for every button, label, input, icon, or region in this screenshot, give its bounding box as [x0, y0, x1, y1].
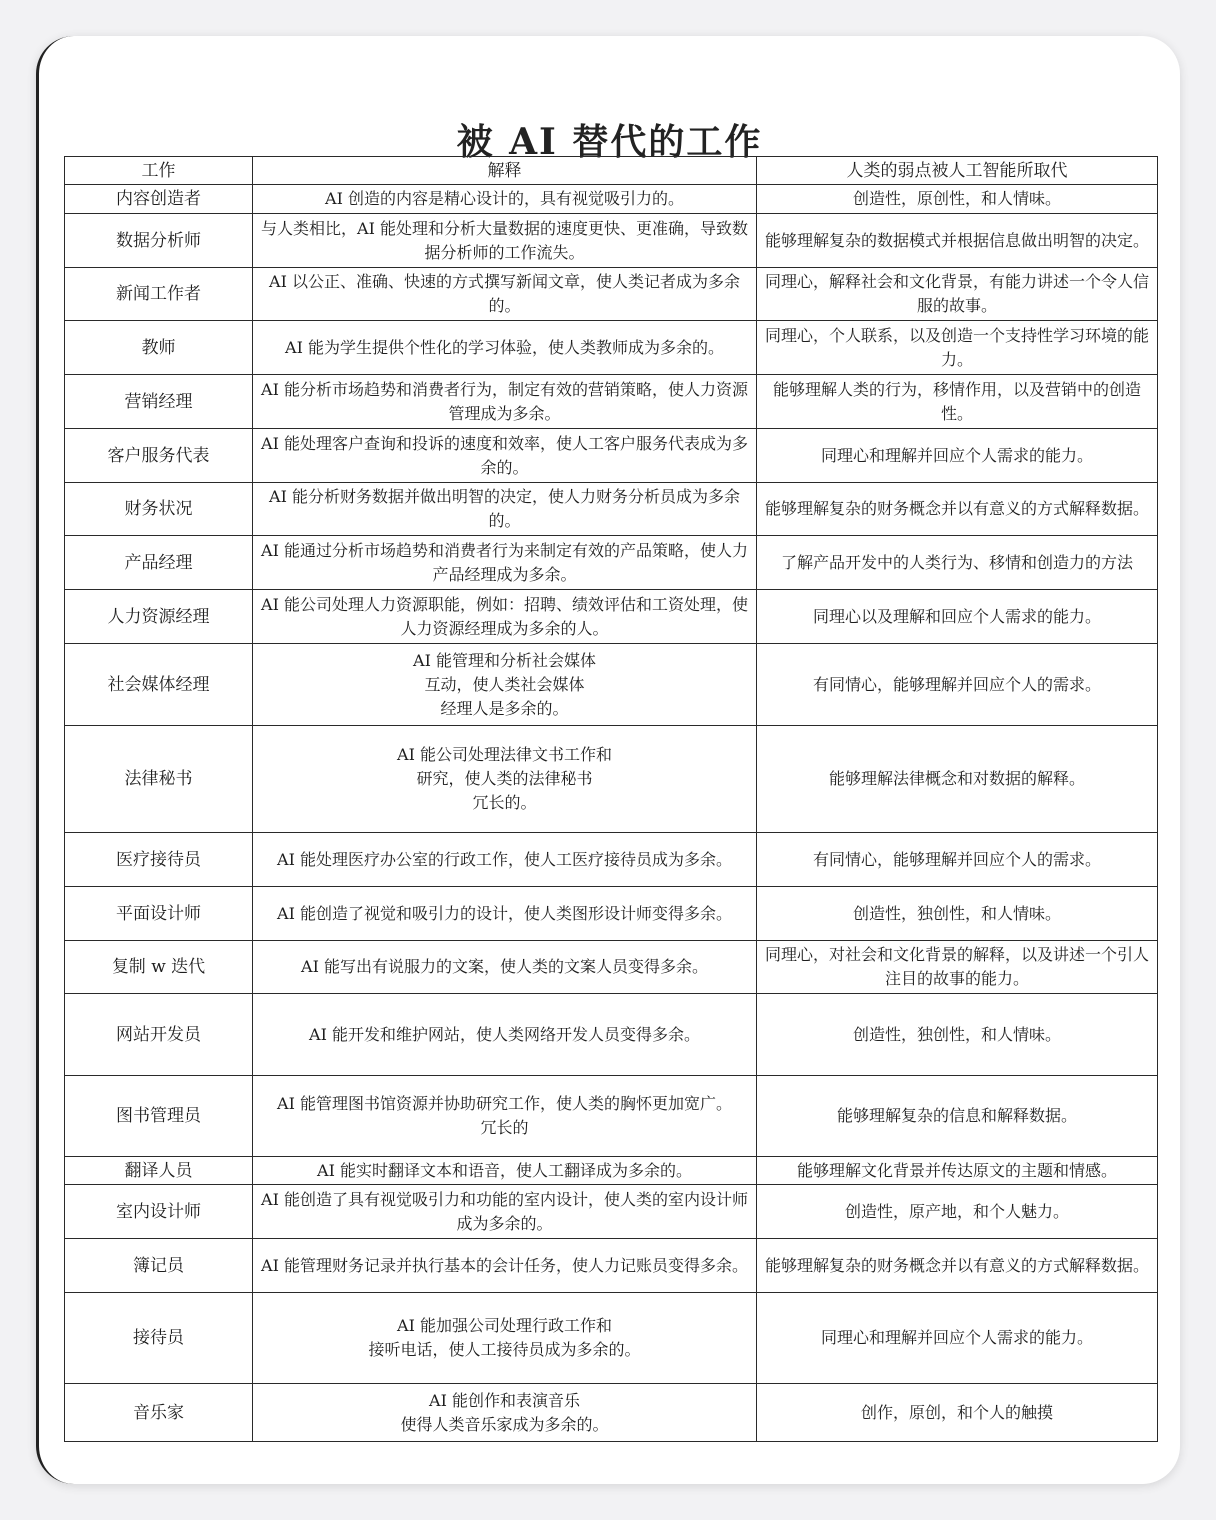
- job-cell: 接待员: [65, 1293, 253, 1384]
- weakness-cell: 创造性，原产地，和个人魅力。: [757, 1185, 1158, 1239]
- job-cell: 新闻工作者: [65, 268, 253, 321]
- explanation-line: 冗长的。: [472, 793, 537, 812]
- table-row: [65, 1076, 1158, 1157]
- weakness-cell: 能够理解复杂的信息和解释数据。: [757, 1076, 1158, 1157]
- weakness-cell: 能够理解人类的行为，移情作用，以及营销中的创造性。: [757, 375, 1158, 429]
- explanation-line: 互动，使人类社会媒体: [424, 674, 585, 694]
- explanation-cell: AI 能管理财务记录并执行基本的会计任务，使人力记账员变得多余。: [253, 1239, 757, 1293]
- table-row: [65, 590, 1158, 644]
- table-row: [65, 1239, 1158, 1293]
- explanation-cell: [253, 726, 757, 833]
- job-cell: 法律秘书: [65, 726, 253, 833]
- explanation-cell: AI 能分析财务数据并做出明智的决定，使人力财务分析员成为多余的。: [253, 483, 757, 536]
- job-cell: 翻译人员: [65, 1157, 253, 1185]
- explanation-cell: AI 能处理医疗办公室的行政工作，使人工医疗接待员成为多余。: [253, 833, 757, 887]
- explanation-line: AI 能公司处理法律文书工作和: [397, 745, 612, 764]
- explanation-cell: AI 能分析市场趋势和消费者行为，制定有效的营销策略，使人力资源管理成为多余。: [253, 375, 757, 429]
- explanation-cell: [253, 644, 757, 726]
- explanation-cell: AI 能开发和维护网站，使人类网络开发人员变得多余。: [253, 994, 757, 1076]
- job-cell: 数据分析师: [65, 214, 253, 268]
- page-title: 被 AI 替代的工作: [456, 121, 763, 163]
- explanation-cell: AI 能实时翻译文本和语音，使人工翻译成为多余的。: [253, 1157, 757, 1185]
- table-row: [65, 483, 1158, 536]
- table-row: [65, 214, 1158, 268]
- explanation-cell: AI 能创造了具有视觉吸引力和功能的室内设计，使人类的室内设计师成为多余的。: [253, 1185, 757, 1239]
- weakness-cell: 了解产品开发中的人类行为、移情和创造力的方法: [757, 536, 1158, 590]
- job-cell: 内容创造者: [65, 185, 253, 214]
- table-header-row: [65, 157, 1158, 185]
- job-cell: 室内设计师: [65, 1185, 253, 1239]
- explanation-cell: AI 能公司处理人力资源职能，例如：招聘、绩效评估和工资处理，使人力资源经理成为多余的人。: [253, 590, 757, 644]
- explanation-cell: [253, 1384, 757, 1442]
- job-cell: 医疗接待员: [65, 833, 253, 887]
- header-weakness: 人类的弱点被人工智能所取代: [757, 157, 1158, 185]
- weakness-cell: 同理心和理解并回应个人需求的能力。: [757, 1293, 1158, 1384]
- explanation-cell: [253, 1076, 757, 1157]
- table-row: [65, 726, 1158, 833]
- job-cell: 网站开发员: [65, 994, 253, 1076]
- explanation-cell: AI 能通过分析市场趋势和消费者行为来制定有效的产品策略，使人力产品经理成为多余。: [253, 536, 757, 590]
- weakness-cell: 有同情心，能够理解并回应个人的需求。: [757, 833, 1158, 887]
- weakness-cell: 同理心，个人联系，以及创造一个支持性学习环境的能力。: [757, 321, 1158, 375]
- weakness-cell: 创造性，独创性，和人情味。: [757, 887, 1158, 941]
- weakness-cell: 同理心和理解并回应个人需求的能力。: [757, 429, 1158, 483]
- weakness-cell: 同理心以及理解和回应个人需求的能力。: [757, 590, 1158, 644]
- job-cell: 产品经理: [65, 536, 253, 590]
- job-cell: 营销经理: [65, 375, 253, 429]
- header-explanation: 解释: [253, 157, 757, 185]
- weakness-cell: 同理心，解释社会和文化背景，有能力讲述一个令人信服的故事。: [757, 268, 1158, 321]
- table-row: [65, 268, 1158, 321]
- explanation-line: 研究，使人类的法律秘书: [416, 769, 593, 788]
- weakness-cell: 创作，原创，和个人的触摸: [757, 1384, 1158, 1442]
- explanation-cell: AI 能创造了视觉和吸引力的设计，使人类图形设计师变得多余。: [253, 887, 757, 941]
- table-row: [65, 887, 1158, 941]
- explanation-cell: AI 能处理客户查询和投诉的速度和效率，使人工客户服务代表成为多余的。: [253, 429, 757, 483]
- explanation-line: 冗长的: [480, 1118, 529, 1137]
- table-row: [65, 833, 1158, 887]
- table-row: [65, 375, 1158, 429]
- job-cell: 人力资源经理: [65, 590, 253, 644]
- table-row: [65, 941, 1158, 994]
- weakness-cell: 创造性，原创性，和人情味。: [757, 185, 1158, 214]
- table-row: [65, 644, 1158, 726]
- table-row: [65, 536, 1158, 590]
- weakness-cell: 能够理解复杂的财务概念并以有意义的方式解释数据。: [757, 1239, 1158, 1293]
- weakness-cell: 能够理解复杂的财务概念并以有意义的方式解释数据。: [757, 483, 1158, 536]
- explanation-cell: AI 能写出有说服力的文案，使人类的文案人员变得多余。: [253, 941, 757, 994]
- table-row: [65, 185, 1158, 214]
- explanation-cell: 与人类相比，AI 能处理和分析大量数据的速度更快、更准确，导致数据分析师的工作流失。: [253, 214, 757, 268]
- explanation-line: AI 能管理和分析社会媒体: [413, 650, 596, 670]
- job-cell: 客户服务代表: [65, 429, 253, 483]
- header-job: 工作: [65, 157, 253, 185]
- job-cell: 簿记员: [65, 1239, 253, 1293]
- explanation-line: 接听电话，使人工接待员成为多余的。: [368, 1340, 641, 1359]
- explanation-line: AI 能管理图书馆资源并协助研究工作，使人类的胸怀更加宽广。: [277, 1094, 732, 1113]
- explanation-cell: AI 创造的内容是精心设计的，具有视觉吸引力的。: [253, 185, 757, 214]
- table-row: [65, 1384, 1158, 1442]
- explanation-cell: AI 以公正、准确、快速的方式撰写新闻文章，使人类记者成为多余的。: [253, 268, 757, 321]
- weakness-cell: 能够理解法律概念和对数据的解释。: [757, 726, 1158, 833]
- weakness-cell: 同理心，对社会和文化背景的解释，以及讲述一个引人注目的故事的能力。: [757, 941, 1158, 994]
- table-row: [65, 1293, 1158, 1384]
- job-cell: 教师: [65, 321, 253, 375]
- weakness-cell: 创造性，独创性，和人情味。: [757, 994, 1158, 1076]
- job-cell: 社会媒体经理: [65, 644, 253, 726]
- table-row: [65, 429, 1158, 483]
- job-cell: 财务状况: [65, 483, 253, 536]
- explanation-line: 使得人类音乐家成为多余的。: [400, 1414, 609, 1434]
- table-row: [65, 994, 1158, 1076]
- table-row: [65, 1157, 1158, 1185]
- table-row: [65, 1185, 1158, 1239]
- weakness-cell: 能够理解复杂的数据模式并根据信息做出明智的决定。: [757, 214, 1158, 268]
- job-cell: 平面设计师: [65, 887, 253, 941]
- job-cell: 图书管理员: [65, 1076, 253, 1157]
- job-cell: 音乐家: [65, 1384, 253, 1442]
- explanation-line: AI 能加强公司处理行政工作和: [397, 1316, 612, 1335]
- weakness-cell: 有同情心，能够理解并回应个人的需求。: [757, 644, 1158, 726]
- job-cell: 复制 w 迭代: [65, 941, 253, 994]
- explanation-cell: [253, 1293, 757, 1384]
- explanation-line: 经理人是多余的。: [440, 698, 569, 718]
- explanation-line: AI 能创作和表演音乐: [429, 1390, 580, 1410]
- jobs-table: [64, 156, 1158, 1442]
- weakness-cell: 能够理解文化背景并传达原文的主题和情感。: [757, 1157, 1158, 1185]
- table-row: [65, 321, 1158, 375]
- explanation-cell: AI 能为学生提供个性化的学习体验，使人类教师成为多余的。: [253, 321, 757, 375]
